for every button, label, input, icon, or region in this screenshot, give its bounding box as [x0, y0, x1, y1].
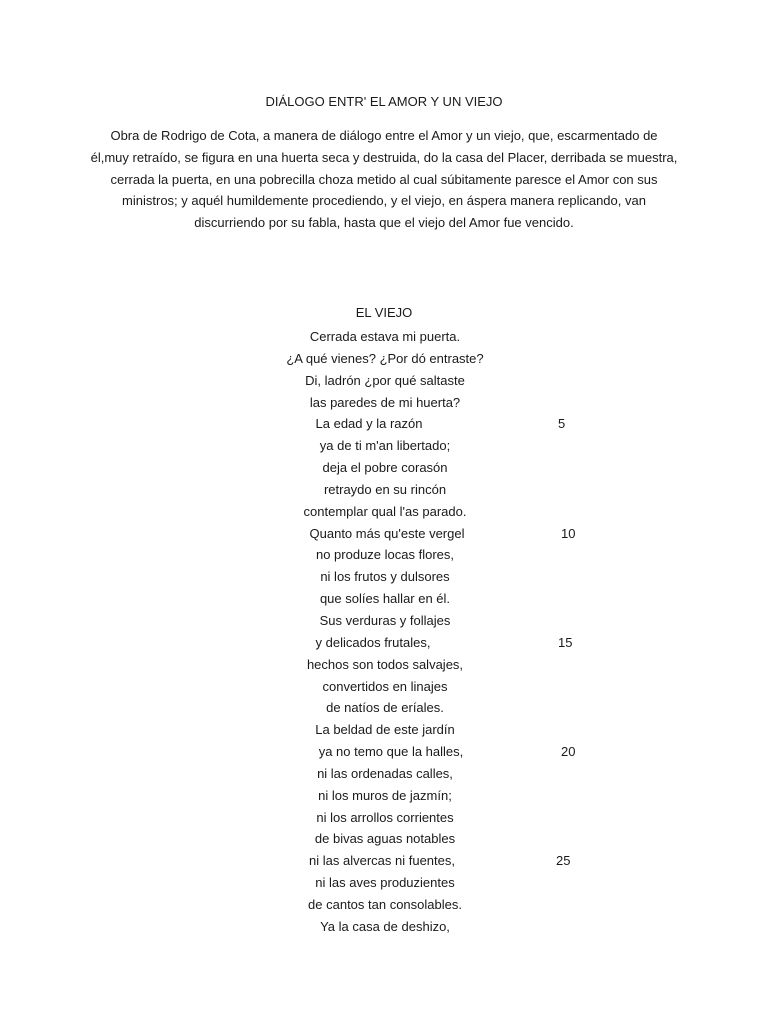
verse-text: y delicados frutales, [315, 634, 431, 650]
verse-line [0, 828, 768, 850]
verse-line [0, 370, 768, 392]
verse-text: de bivas aguas notables [314, 831, 456, 847]
verse-text: La beldad de este jardín [315, 722, 455, 738]
verse-number: 5 [558, 416, 566, 432]
verse-text: ya no temo que la halles, [318, 744, 464, 760]
verse-text: Ya la casa de deshizo, [320, 918, 450, 934]
verse-text: retraydo en su rincón [323, 481, 447, 497]
verse-text: Cerrada estava mi puerta. [309, 329, 461, 344]
verse-line [0, 894, 768, 916]
verse-text: ya de ti m'an libertado; [319, 438, 451, 454]
verse-text: convertidos en linajes [322, 678, 448, 694]
verse-line [0, 916, 768, 938]
verse-text: de natíos de eríales. [326, 700, 444, 716]
verse-text: las paredes de mi huerta? [309, 394, 461, 410]
verse-line [0, 763, 768, 785]
verse-text: ni los frutos y dulsores [320, 569, 450, 585]
verse-line [0, 544, 768, 566]
verse-line [0, 785, 768, 807]
poem [0, 326, 768, 938]
verse-line [0, 457, 768, 479]
verse-text: de cantos tan consolables. [308, 896, 462, 912]
verse-number: 25 [556, 853, 571, 869]
verse-text: hechos son todos salvajes, [306, 656, 464, 672]
verse-number: 20 [561, 744, 576, 760]
intro-paragraph: Obra de Rodrigo de Cota, a manera de diálogo entre el Amor y un viejo, que, escarmentado de él,muy retraído, se figura en una huerta seca y destruida, do la casa del Placer, derribada se muestra, cerrada la puerta, en una pobrecilla choza metido al cual súbitamente paresce el Amor con sus ministros; y aquél humildemente procediendo, y el viejo, en áspera manera replicando, van discurriendo por su fabla, hasta que el viejo del Amor fue vencido. [90, 128, 678, 231]
verse-line [0, 326, 768, 348]
verse-text: La edad y la razón [315, 416, 423, 432]
verse-line [0, 741, 768, 763]
verse-line [0, 872, 768, 894]
verse-text: contemplar qual l'as parado. [303, 503, 467, 519]
verse-line [0, 719, 768, 741]
verse-line [0, 610, 768, 632]
verse-line [0, 850, 768, 872]
verse-line [0, 523, 768, 545]
verse-text: deja el pobre corasón [322, 460, 448, 476]
verse-line [0, 413, 768, 435]
verse-text: no produze locas flores, [315, 547, 455, 563]
verse-line [0, 654, 768, 676]
verse-line [0, 566, 768, 588]
verse-line [0, 588, 768, 610]
verse-text: ¿A qué vienes? ¿Por dó entraste? [286, 350, 484, 366]
verse-text: Quanto más qu'este vergel [309, 525, 465, 541]
verse-line [0, 676, 768, 698]
verse-line [0, 435, 768, 457]
verse-text: ni las alvercas ni fuentes, [309, 853, 455, 869]
verse-text: que solíes hallar en él. [319, 591, 451, 607]
verse-line [0, 392, 768, 414]
verse-line [0, 632, 768, 654]
verse-line [0, 348, 768, 370]
verse-line [0, 501, 768, 523]
speaker-heading: EL VIEJO [355, 305, 413, 320]
verse-text: ni los arrollos corrientes [316, 809, 454, 825]
verse-line [0, 697, 768, 719]
verse-text: ni los muros de jazmín; [318, 787, 452, 803]
verse-line [0, 479, 768, 501]
verse-text: Sus verduras y follajes [319, 612, 451, 628]
document-title: DIÁLOGO ENTR' EL AMOR Y UN VIEJO [265, 94, 503, 109]
verse-number: 10 [561, 525, 576, 541]
verse-line [0, 807, 768, 829]
verse-text: ni las ordenadas calles, [317, 765, 453, 781]
verse-text: ni las aves produzientes [315, 875, 455, 891]
verse-number: 15 [558, 634, 573, 650]
verse-text: Di, ladrón ¿por qué saltaste [305, 372, 465, 388]
